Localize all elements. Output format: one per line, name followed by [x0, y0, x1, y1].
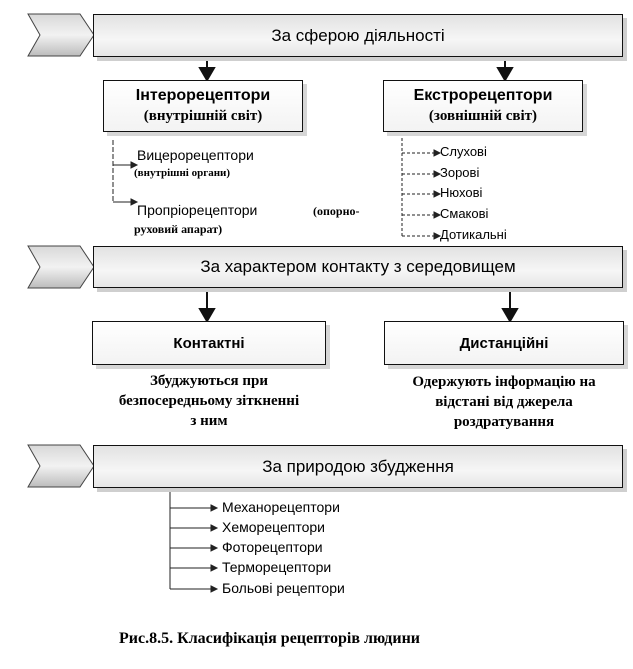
exteroreceptors-sub: (зовнішній світ)	[428, 108, 538, 124]
extero-item: Слухові	[440, 144, 487, 159]
chevron-arrow-icon	[28, 445, 94, 487]
intero-item-label: Пропріорецептори	[137, 202, 258, 218]
section-header-nature: За природою збудження	[93, 445, 623, 488]
nature-item: Механорецептори	[222, 499, 340, 515]
chevron-arrow-icon	[28, 14, 94, 56]
intero-item-note: руховий апарат)	[134, 222, 223, 236]
section-header-sphere: За сферою діяльності	[93, 14, 623, 57]
distant-description: Одержують інформацію на відстані від джерела роздратування	[412, 374, 596, 430]
nature-item: Хеморецептори	[222, 519, 325, 535]
exteroreceptors-name: Екстрорецептори	[413, 87, 553, 104]
nature-item: Больові рецептори	[222, 580, 345, 596]
intero-item-note: (внутрішні органи)	[134, 167, 231, 179]
interoreceptors-name: Інтерорецептори	[135, 87, 271, 104]
exteroreceptors-box	[383, 80, 583, 132]
distant-box: Дистанційні	[384, 321, 624, 365]
section-header-contact: За характером контакту з середовищем	[93, 246, 623, 288]
intero-item-note: (опорно-	[313, 204, 360, 218]
intero-item-label: Вицерорецептори	[137, 147, 254, 163]
contact-description: Збуджуються при безпосередньому зіткненні з ним	[118, 373, 300, 429]
contact-box: Контактні	[92, 321, 326, 365]
chevron-arrow-icon	[28, 246, 94, 288]
nature-item: Фоторецептори	[222, 539, 323, 555]
extero-item: Дотикальні	[440, 227, 507, 242]
figure-caption: Рис.8.5. Класифікація рецепторів людини	[119, 630, 421, 647]
nature-item: Терморецептори	[222, 559, 332, 575]
interoreceptors-sub: (внутрішній світ)	[143, 108, 263, 124]
extero-item: Смакові	[440, 206, 489, 221]
interoreceptors-box	[103, 80, 303, 132]
extero-item: Зорові	[440, 165, 480, 180]
extero-item: Нюхові	[440, 185, 483, 200]
